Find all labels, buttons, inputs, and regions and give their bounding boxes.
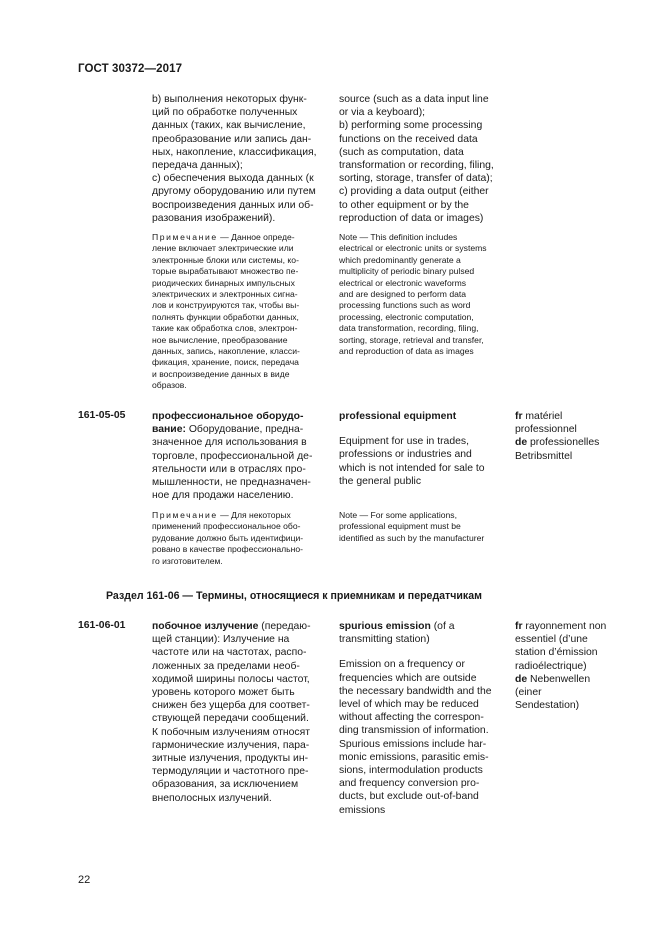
text-line: снижен без ущерба для соответ- (152, 700, 310, 712)
continuation-ru-text (152, 93, 329, 225)
text-line: professions or industries and (339, 449, 472, 461)
text-line: преобразование или запись дан- (152, 133, 312, 145)
entry-en-definition (339, 620, 505, 817)
text-line: образов. (152, 380, 187, 391)
text-line: professional equipment must be (339, 521, 461, 532)
text-line: Spurious emissions include har- (339, 738, 487, 750)
text-line: разования изображений). (152, 212, 276, 224)
text-line: электронные блоки или системы, ко- (152, 254, 299, 265)
lang-code: de (515, 437, 528, 449)
translation: professionelles (530, 437, 600, 449)
entry-other-languages (515, 620, 640, 712)
note-label: Примечание (152, 510, 218, 520)
text-line: multiplicity of periodic binary pulsed (339, 266, 475, 277)
continuation-en-text (339, 93, 505, 225)
translation: Sendestation) (515, 700, 580, 712)
text-line: the necessary bandwidth and the (339, 685, 492, 697)
text-line: ное вычисление, преобразование (152, 334, 288, 345)
translation: matériel (525, 411, 563, 422)
text-line: (of a (430, 621, 455, 632)
text-line: риодических бинарных импульсных (152, 277, 295, 288)
text-line: or via a keyboard); (339, 107, 426, 119)
text-line: частоте или на частотах, распо- (152, 647, 307, 659)
text-line: — Данное опреде- (220, 232, 295, 242)
text-line: внеполосных излучений. (152, 792, 272, 804)
text-line: Note — This definition includes (339, 232, 458, 242)
text-line: frequencies which are outside (339, 672, 477, 684)
text-line: Equipment for use in trades, (339, 436, 469, 448)
entry-ru-definition (152, 620, 329, 805)
ru-term: побочное излучение (152, 621, 259, 632)
text-line: термодуляции и частотного пре- (152, 766, 309, 778)
text-line: ций по обработке полученных (152, 107, 298, 119)
text-line: data transformation, recording, filing, (339, 323, 479, 334)
text-line: другому оборудованию или путем (152, 186, 316, 198)
text-line: ных, накопление, классификация, (152, 146, 317, 158)
text-line: transformation or recording, filing, (339, 160, 494, 172)
translation: Betribsmittel (515, 450, 573, 462)
translation: Nebenwellen (530, 673, 591, 685)
text-line: ровано в качестве профессионально- (152, 544, 303, 555)
entry-ru-definition (152, 410, 329, 502)
ru-term: вание: (152, 424, 186, 436)
text-line: Оборудование, предна- (185, 424, 304, 436)
text-line: sorting, storage, retrieval and transfer, (339, 334, 484, 345)
text-line: c) providing a data output (either (339, 186, 489, 198)
text-line: c) обеспечения выхода данных (к (152, 173, 314, 185)
entry-ru-note (152, 510, 329, 567)
text-line: — Для некоторых (220, 510, 291, 520)
text-line: ление включает электрические или (152, 243, 294, 254)
translation: rayonnement non (525, 621, 607, 632)
continuation-ru-note (152, 232, 329, 392)
text-line: and reproduction of data as images (339, 346, 474, 357)
text-line: which is not intended for sale to (339, 462, 485, 474)
document-header: ГОСТ 30372—2017 (78, 63, 183, 75)
lang-code: de (515, 673, 528, 685)
note-label: Примечание (152, 232, 218, 242)
text-line: мышленности, не предназначен- (152, 477, 311, 489)
text-line: level of which may be reduced (339, 699, 479, 711)
text-line: (передаю- (258, 621, 311, 632)
text-line: sions, intermodulation products (339, 765, 483, 777)
text-line: Note — For some applications, (339, 510, 457, 520)
text-line: processing, electronic computation, (339, 311, 474, 322)
entry-en-definition (339, 410, 505, 488)
translation: radioélectrique) (515, 660, 587, 672)
translation: essentiel (d’une (515, 634, 588, 646)
lang-code: fr (515, 621, 523, 632)
text-line: зитные излучения, продукты ин- (152, 753, 309, 765)
text-line: ходимой ширины полосы частот, (152, 673, 310, 685)
entry-other-languages (515, 410, 635, 463)
text-line: processing functions such as word (339, 300, 471, 311)
text-line: уровень которого может быть (152, 687, 295, 699)
text-line: (such as computation, data (339, 146, 464, 158)
continuation-en-note (339, 232, 505, 357)
text-line: sorting, storage, transfer of data); (339, 173, 493, 185)
text-line: рудование должно быть идентифици- (152, 532, 304, 543)
text-line: значенное для использования в (152, 437, 307, 449)
text-line: b) performing some processing (339, 120, 483, 132)
text-line: электрических и электронных сигна- (152, 289, 298, 300)
translation: station d’émission (515, 647, 598, 659)
text-line: торые вырабатывают множество пе- (152, 266, 299, 277)
text-line: Emission on a frequency or (339, 659, 465, 671)
text-line: полнять функции обработки данных, (152, 311, 299, 322)
text-line: b) выполнения некоторых функ- (152, 94, 307, 105)
en-term: spurious emission (339, 621, 431, 632)
text-line: ложенных за пределами необ- (152, 660, 300, 672)
text-line: ное для продажи населению. (152, 490, 294, 502)
translation: (einer (515, 687, 542, 699)
text-line: reproduction of data or images) (339, 212, 484, 224)
lang-code: fr (515, 411, 523, 422)
text-line: the general public (339, 475, 422, 487)
text-line: electrical or electronic waveforms (339, 277, 467, 288)
text-line: К побочным излучениям относят (152, 726, 311, 738)
text-line: and frequency conversion pro- (339, 778, 480, 790)
text-line: гармонические излучения, пара- (152, 739, 310, 751)
text-line: source (such as a data input line (339, 94, 489, 105)
text-line: фикация, хранение, поиск, передача (152, 357, 299, 368)
text-line: transmitting station) (339, 634, 430, 646)
text-line: and are designed to perform data (339, 289, 467, 300)
text-line: данных (таких, как вычисление, (152, 120, 306, 132)
text-line: лов и конструируются так, чтобы вы- (152, 300, 300, 311)
ru-term: профессиональное оборудо- (152, 411, 304, 422)
text-line: without affecting the correspon- (339, 712, 484, 724)
text-line: торговле, профессиональной де- (152, 450, 313, 462)
text-line: данных, запись, накопление, класси- (152, 346, 300, 357)
text-line: electrical or electronic units or systems (339, 243, 487, 254)
entry-number: 161-05-05 (78, 410, 126, 421)
text-line: ятельности или в отраслях про- (152, 463, 306, 475)
text-line: применений профессиональное обо- (152, 521, 301, 532)
text-line: го изготовителем. (152, 555, 223, 566)
text-line: identified as such by the manufacturer (339, 532, 485, 543)
text-line: воспроизведения данных или об- (152, 199, 314, 211)
text-line: образования, за исключением (152, 779, 299, 791)
translation: professionnel (515, 424, 577, 436)
text-line: и воспроизведение данных в виде (152, 368, 290, 379)
text-line: functions on the received data (339, 133, 478, 145)
text-line: передача данных); (152, 160, 243, 172)
page-number: 22 (78, 874, 91, 886)
entry-number: 161-06-01 (78, 620, 126, 631)
entry-en-note (339, 510, 505, 544)
text-line: to other equipment or by the (339, 199, 469, 211)
text-line: такие как обработка слов, электрон- (152, 323, 298, 334)
text-line: щей станции): Излучение на (152, 634, 290, 646)
text-line: ducts, but exclude out-of-band (339, 791, 479, 803)
text-line: monic emissions, parasitic emis- (339, 751, 489, 763)
text-line: which predominantly generate a (339, 254, 461, 265)
text-line: ствующей передачи сообщений. (152, 713, 309, 725)
section-heading: Раздел 161-06 — Термины, относящиеся к приемникам и передатчикам (106, 590, 482, 602)
text-line: ding transmission of information. (339, 725, 489, 737)
text-line: emissions (339, 804, 386, 816)
en-term: professional equipment (339, 411, 457, 422)
